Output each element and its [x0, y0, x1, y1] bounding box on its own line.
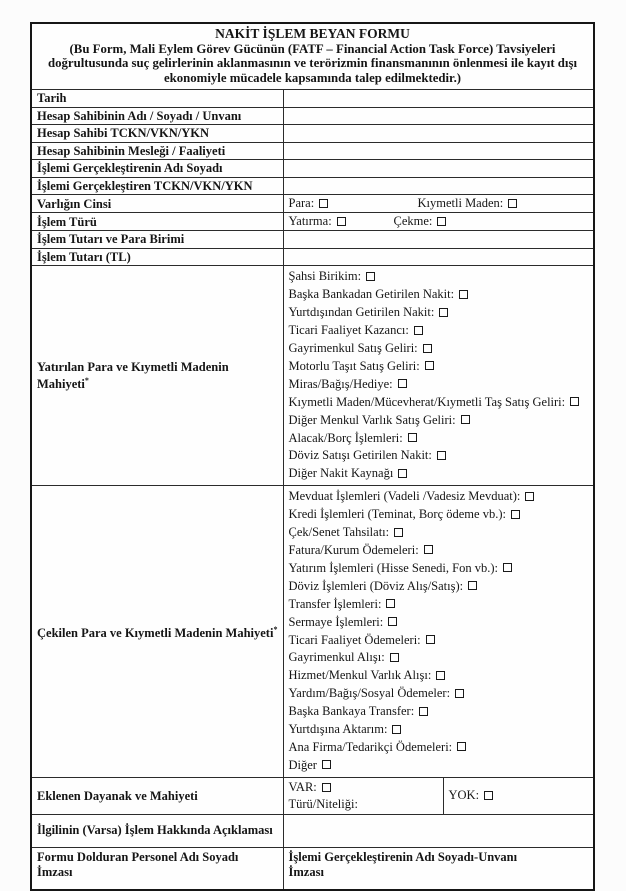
- checkbox-icon: [437, 451, 446, 460]
- row-value-cell: [283, 142, 594, 160]
- signature-row: [31, 847, 594, 890]
- checkbox-icon: [366, 272, 375, 281]
- table-row: [31, 248, 594, 266]
- table-row: [31, 177, 594, 195]
- checkbox-icon: [390, 653, 399, 662]
- attachment-row: [31, 777, 594, 814]
- checkbox-icon: [484, 791, 493, 800]
- checkbox-option: [289, 703, 589, 721]
- checkbox-option: [289, 667, 589, 685]
- row-value-cell: [283, 160, 594, 178]
- checkbox-icon: [511, 510, 520, 519]
- row-value-cell: [283, 90, 594, 108]
- var-option: [289, 779, 438, 796]
- explanation-row: [31, 814, 594, 847]
- option-label: Transfer İşlemleri:: [288, 596, 382, 611]
- form-title: NAKİT İŞLEM BEYAN FORMU: [215, 26, 410, 41]
- checkbox-icon: [503, 563, 512, 572]
- row-value-cell: [283, 231, 594, 249]
- row-label: Varlığın Cinsi: [31, 195, 283, 213]
- checkbox-icon: [419, 707, 428, 716]
- row-label: Eklenen Dayanak ve Mahiyeti: [31, 777, 283, 814]
- table-row: [31, 107, 594, 125]
- row-value-cell: [283, 125, 594, 143]
- attachment-var-cell: [283, 777, 443, 814]
- option-label: Yardım/Bağış/Sosyal Ödemeler:: [288, 686, 451, 701]
- cash-declaration-form-table: [30, 22, 595, 891]
- section-label-text: Çekilen Para ve Kıymetli Madenin Mahiyeti: [37, 625, 274, 640]
- checkbox-option: [289, 376, 589, 394]
- option-label: Kıymetli Maden/Mücevherat/Kıymetli Taş Satış Geliri:: [288, 394, 566, 409]
- deposit-nature-options-cell: [283, 266, 594, 486]
- checkbox-icon: [457, 742, 466, 751]
- checkbox-option: [289, 524, 589, 542]
- row-label: Hesap Sahibi TCKN/VKN/YKN: [31, 125, 283, 143]
- option-label: Diğer Nakit Kaynağı: [288, 466, 394, 481]
- checkbox-option: [289, 286, 589, 304]
- checkbox-option: [418, 196, 518, 211]
- option-label: Sermaye İşlemleri:: [288, 614, 384, 629]
- option-label: Ana Firma/Tedarikçi Ödemeleri:: [288, 739, 453, 754]
- amount-rows-section: [31, 231, 594, 266]
- checkbox-option: [289, 542, 589, 560]
- checkbox-option: [394, 214, 447, 229]
- option-label: Diğer: [288, 757, 317, 772]
- option-label: Başka Bankaya Transfer:: [288, 704, 415, 719]
- checkbox-option: [289, 394, 589, 412]
- option-label: Alacak/Borç İşlemleri:: [288, 430, 403, 445]
- row-label: İlgilinin (Varsa) İşlem Hakkında Açıklaması: [31, 814, 283, 847]
- row-label: İşlem Türü: [31, 213, 283, 231]
- checkbox-icon: [439, 308, 448, 317]
- table-row: [31, 231, 594, 249]
- option-label: Çekme:: [393, 214, 433, 229]
- checkbox-icon: [392, 725, 401, 734]
- section-label-text: Yatırılan Para ve Kıymetli Madenin Mahiyeti: [37, 359, 229, 392]
- checkbox-icon: [322, 760, 331, 769]
- option-label: Gayrimenkul Alışı:: [288, 650, 385, 665]
- withdrawal-nature-row: [31, 486, 594, 778]
- deposit-nature-row: [31, 266, 594, 486]
- checkbox-icon: [455, 689, 464, 698]
- row-label: Hesap Sahibinin Adı / Soyadı / Unvanı: [31, 107, 283, 125]
- option-label: Ticari Faaliyet Kazancı:: [288, 323, 409, 338]
- checkbox-icon: [525, 492, 534, 501]
- option-label: Motorlu Taşıt Satış Geliri:: [288, 358, 420, 373]
- checkbox-option: [289, 488, 589, 506]
- checkbox-option: [289, 268, 589, 286]
- checkbox-option: [289, 465, 589, 483]
- checkbox-icon: [461, 415, 470, 424]
- checkbox-option: [289, 739, 589, 757]
- row-label: İşlem Tutarı ve Para Birimi: [31, 231, 283, 249]
- option-label: VAR:: [288, 780, 317, 795]
- signature-label: İmzası: [288, 865, 324, 880]
- transaction-type-options-cell: [283, 213, 594, 231]
- signature-label: Formu Dolduran Personel Adı Soyadı: [37, 849, 239, 864]
- checkbox-icon: [398, 379, 407, 388]
- checkbox-icon: [319, 199, 328, 208]
- section-label: [31, 266, 283, 486]
- row-label: Hesap Sahibinin Mesleği / Faaliyeti: [31, 142, 283, 160]
- table-row: [31, 142, 594, 160]
- row-value-cell: [283, 107, 594, 125]
- checkbox-option: [289, 304, 589, 322]
- simple-rows-section: [31, 90, 594, 195]
- row-value-cell: [283, 814, 594, 847]
- option-label: Yatırım İşlemleri (Hisse Senedi, Fon vb.):: [288, 560, 498, 575]
- checkbox-icon: [408, 433, 417, 442]
- option-label: Gayrimenkul Satış Geliri:: [288, 341, 418, 355]
- checkbox-option: [289, 430, 589, 448]
- checkbox-icon: [437, 217, 446, 226]
- checkbox-icon: [322, 783, 331, 792]
- checkbox-option: [289, 340, 589, 358]
- checkbox-icon: [423, 344, 432, 353]
- checkbox-icon: [337, 217, 346, 226]
- checkbox-option: [289, 506, 589, 524]
- transaction-type-row: [31, 213, 594, 231]
- row-label: İşlemi Gerçekleştirenin Adı Soyadı: [31, 160, 283, 178]
- row-value-cell: [283, 248, 594, 266]
- checkbox-option: [289, 721, 589, 739]
- checkbox-icon: [468, 581, 477, 590]
- checkbox-option: [289, 196, 418, 211]
- option-label: YOK:: [448, 788, 480, 803]
- checkbox-option: [289, 632, 589, 650]
- checkbox-option: [289, 757, 589, 775]
- row-label: Tarih: [31, 90, 283, 108]
- checkbox-icon: [398, 469, 407, 478]
- signature-label: İmzası: [37, 865, 73, 880]
- header-row: [31, 23, 594, 90]
- checkbox-option: [289, 447, 589, 465]
- checkbox-option: [289, 214, 394, 229]
- personnel-signature-cell: [31, 847, 283, 890]
- option-label: Döviz Satışı Getirilen Nakit:: [288, 448, 432, 463]
- attachment-yok-cell: [443, 777, 594, 814]
- checkbox-option: [289, 685, 589, 703]
- checkbox-icon: [424, 545, 433, 554]
- customer-signature-cell: [283, 847, 594, 890]
- checkbox-option: [289, 649, 589, 667]
- checkbox-option: [289, 322, 589, 340]
- footnote-marker: *: [84, 376, 89, 386]
- checkbox-icon: [426, 635, 435, 644]
- checkbox-option: [289, 596, 589, 614]
- asset-type-options-cell: [283, 195, 594, 213]
- checkbox-option: [289, 560, 589, 578]
- option-label: Diğer Menkul Varlık Satış Geliri:: [288, 412, 456, 427]
- checkbox-icon: [436, 671, 445, 680]
- option-label: Hizmet/Menkul Varlık Alışı:: [288, 668, 432, 683]
- checkbox-option: [289, 412, 589, 430]
- option-label: Fatura/Kurum Ödemeleri:: [288, 542, 419, 557]
- option-label: Kredi İşlemleri (Teminat, Borç ödeme vb.):: [288, 507, 506, 522]
- checkbox-option: [289, 358, 589, 376]
- checkbox-icon: [386, 599, 395, 608]
- option-label: Ticari Faaliyet Ödemeleri:: [288, 632, 421, 647]
- checkbox-icon: [414, 326, 423, 335]
- option-label: Kıymetli Maden:: [417, 196, 504, 211]
- row-label: İşlem Tutarı (TL): [31, 248, 283, 266]
- row-label: İşlemi Gerçekleştiren TCKN/VKN/YKN: [31, 177, 283, 195]
- checkbox-icon: [388, 617, 397, 626]
- option-label: Para:: [288, 196, 315, 211]
- option-label: Başka Bankadan Getirilen Nakit:: [288, 287, 455, 302]
- section-label: [31, 486, 283, 778]
- table-row: [31, 160, 594, 178]
- form-header: [31, 23, 594, 90]
- checkbox-option: [289, 578, 589, 596]
- checkbox-icon: [425, 361, 434, 370]
- checkbox-icon: [570, 397, 579, 406]
- option-label: Yurtdışına Aktarım:: [288, 722, 388, 737]
- option-label: Yatırma:: [288, 214, 332, 229]
- form-subtitle: (Bu Form, Mali Eylem Görev Gücünün (FATF – Financial Action Task Force) Tavsiyeleri doğrultusunda suç gelirlerinin aklanmasının ve terörizmin finansmanının önlenmesi ile kayıt dışı ekonomiyle mücadele kapsamında talep edilmektedir.): [47, 41, 577, 85]
- option-label: Şahsi Birikim:: [288, 269, 362, 284]
- footnote-marker: *: [273, 624, 278, 634]
- withdrawal-nature-options-cell: [283, 486, 594, 778]
- checkbox-icon: [394, 528, 403, 537]
- checkbox-icon: [459, 290, 468, 299]
- asset-type-row: [31, 195, 594, 213]
- option-label: Döviz İşlemleri (Döviz Alış/Satış):: [288, 578, 464, 593]
- option-label: Çek/Senet Tahsilatı:: [288, 525, 390, 540]
- signature-label: İşlemi Gerçekleştirenin Adı Soyadı-Unvanı: [288, 849, 518, 864]
- option-label: Mevduat İşlemleri (Vadeli /Vadesiz Mevduat):: [288, 489, 521, 504]
- table-row: [31, 90, 594, 108]
- option-label: Miras/Bağış/Hediye:: [288, 376, 393, 391]
- var-type-label: Türü/Niteliği:: [288, 796, 358, 811]
- checkbox-icon: [508, 199, 517, 208]
- table-row: [31, 125, 594, 143]
- row-value-cell: [283, 177, 594, 195]
- option-label: Yurtdışından Getirilen Nakit:: [288, 305, 435, 320]
- checkbox-option: [289, 614, 589, 632]
